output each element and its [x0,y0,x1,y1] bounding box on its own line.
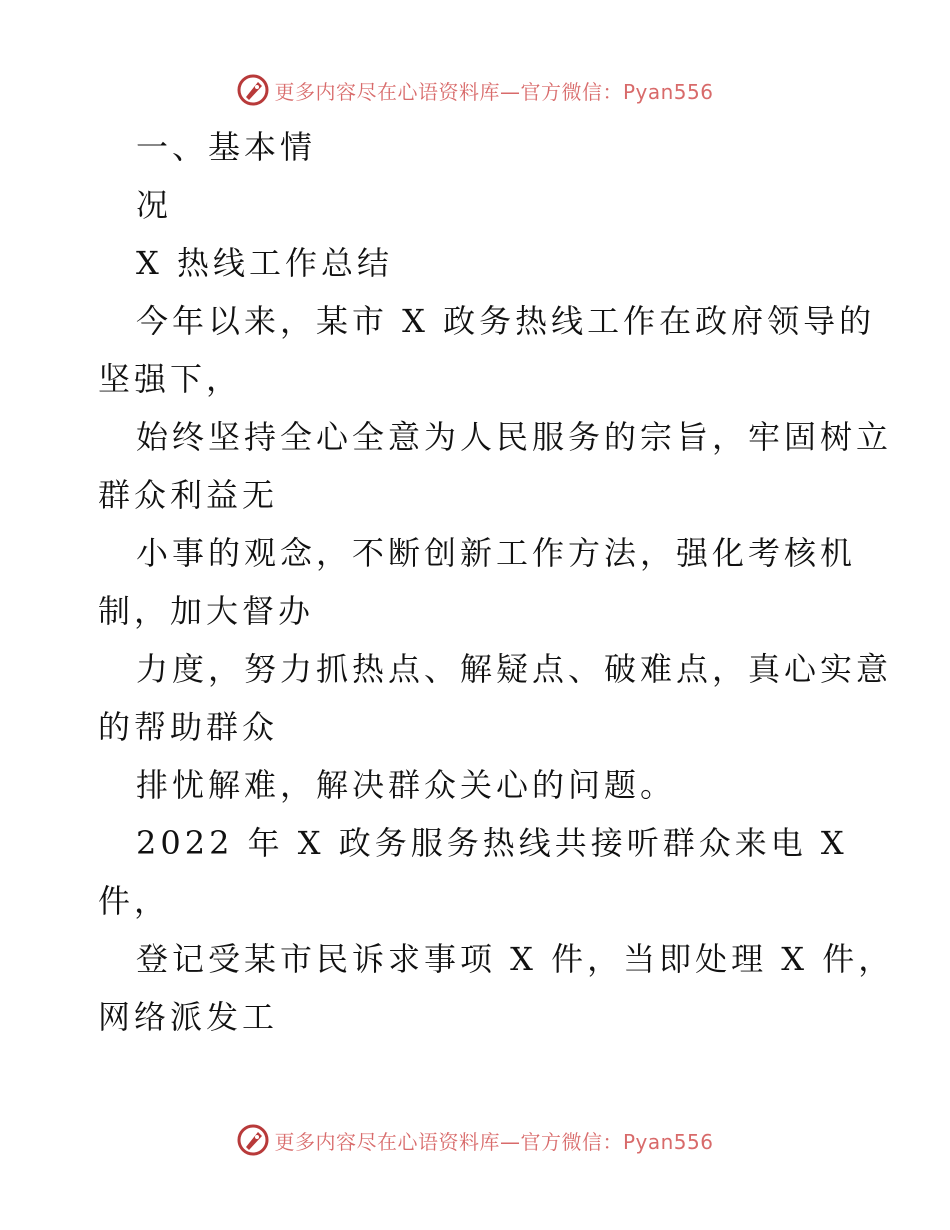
watermark-text: 更多内容尽在心语资料库—官方微信：Pyan556 [274,1129,714,1154]
pen-nib-logo-icon [236,73,270,107]
text-line: 排忧解难，解决群众关心的问题。 [136,766,677,804]
text-line: 始终坚持全心全意为人民服务的宗旨，牢固树立 [136,418,893,456]
text-line: 一、基本情 [136,128,317,166]
pen-nib-logo-icon [236,1123,270,1157]
text-line: 登记受某市民诉求事项 X 件，当即处理 X 件， [136,940,895,978]
text-line: 2022 年 X 政务服务热线共接听群众来电 X [136,824,848,862]
text-line: 的帮助群众 [98,708,279,746]
text-line: 今年以来，某市 X 政务热线工作在政府领导的 [136,302,876,340]
text-line: 网络派发工 [98,998,279,1036]
text-line: 制，加大督办 [98,592,315,630]
header-watermark [0,70,950,110]
text-line: 群众利益无 [98,476,279,514]
text-line: 件， [98,882,171,920]
watermark-text: 更多内容尽在心语资料库—官方微信：Pyan556 [274,79,714,104]
text-line: X 热线工作总结 [136,244,393,282]
text-line: 小事的观念，不断创新工作方法，强化考核机 [136,534,857,572]
text-line: 力度，努力抓热点、解疑点、破难点，真心实意 [136,650,893,688]
text-line: 况 [136,186,173,224]
text-line: 坚强下， [98,360,243,398]
footer-watermark [0,1120,950,1160]
